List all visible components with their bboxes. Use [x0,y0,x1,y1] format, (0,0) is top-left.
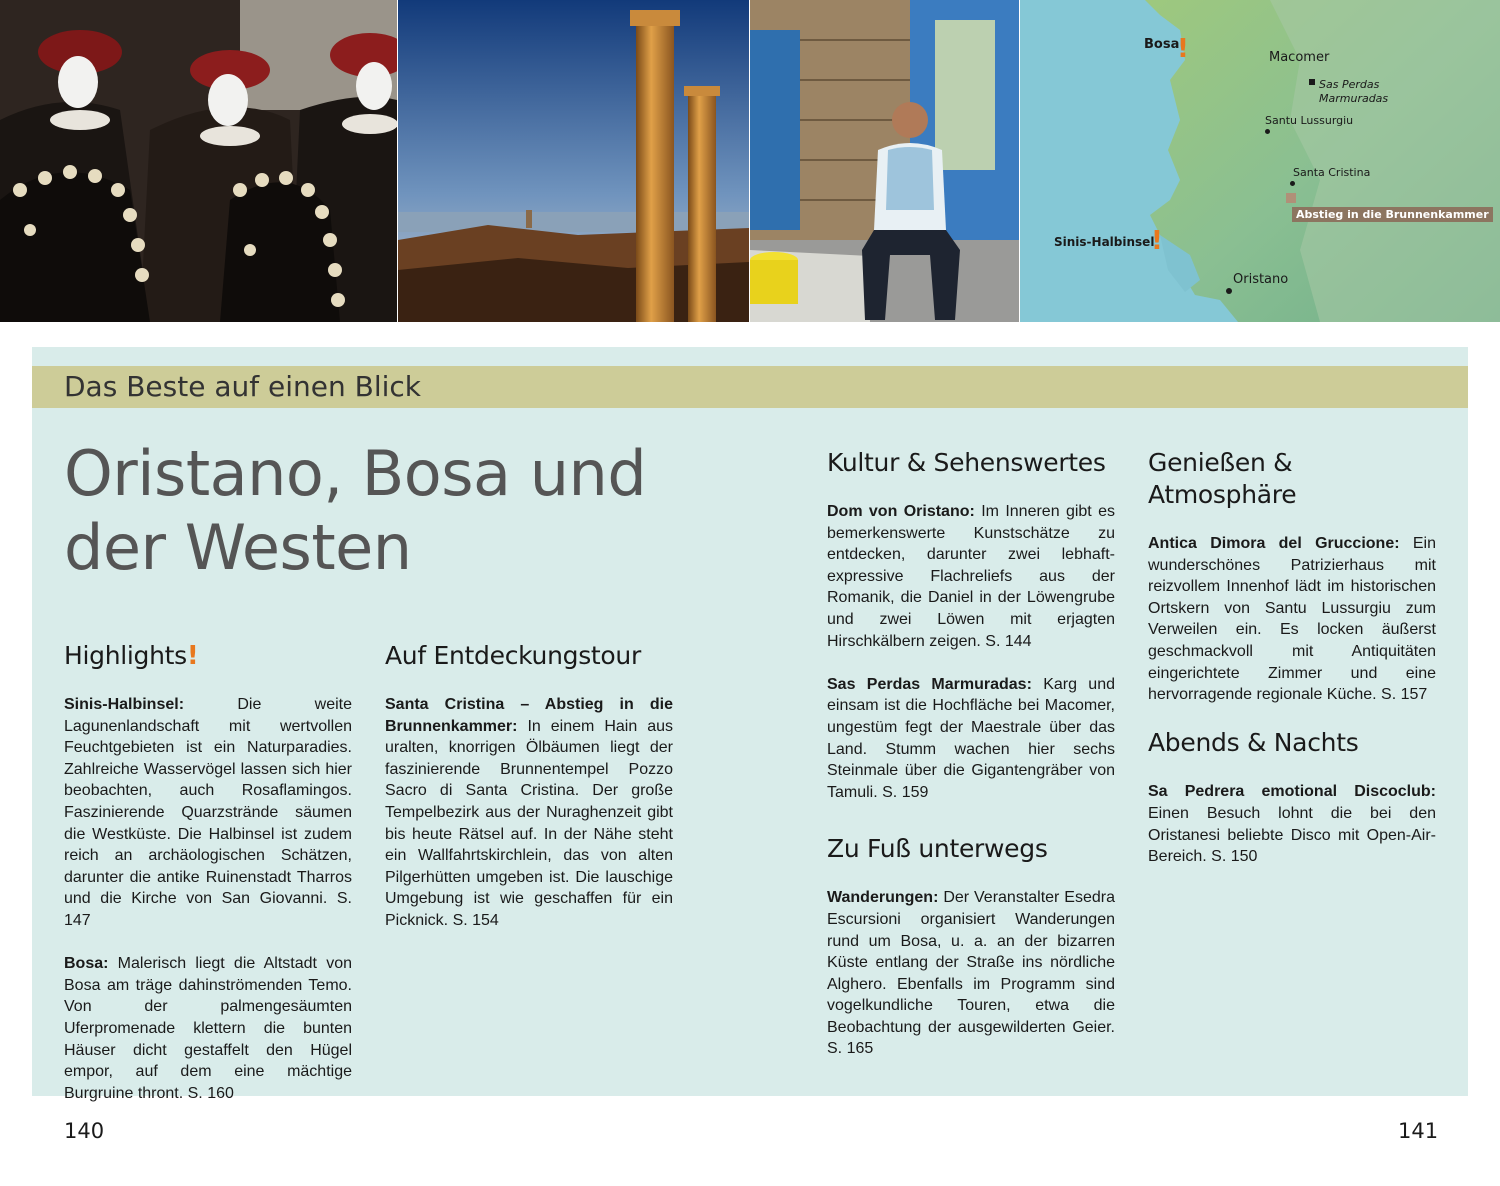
map-tour-marker [1286,193,1296,203]
page-number-right: 141 [1398,1119,1439,1143]
map-label-santu-lussurgiu: Santu Lussurgiu [1265,114,1354,127]
page-title [64,437,704,585]
heading-abends: Abends & Nachts [1148,728,1359,758]
entry-term: Antica Dimora del Gruccione: [1148,535,1400,552]
page-title-line-2: der Westen [64,511,412,584]
entry-text: In einem Hain aus uralten, knorrigen Ölbäumen liegt der faszinierende Brunnentempel Pozzo Sacro di Santa Cristina. Der große Tempelbezirk aus der Nuraghenzeit gibt bis heute Rätsel auf. In der Nähe steht ein Wallfahrtskirchlein, das von alten Pilgerhütten umgeben ist. Die lauschige Umgebung ist wie geschaffen für ein Picknick. S. 154 [385,717,673,929]
entry-term: Sinis-Halbinsel: [64,696,185,713]
map-label-oristano: Oristano [1233,272,1289,287]
map-highlight-marker-sinis: ! [1151,226,1163,256]
entry-text: Einen Besuch lohnt die bei den Oristanesi beliebte Disco mit Open-Air-Bereich. S. 150 [1148,804,1436,866]
map-town-dot [1226,288,1232,294]
map-site-square [1309,79,1315,85]
page-number-left: 140 [64,1119,105,1143]
entry-text: Karg und einsam ist die Hochfläche bei Macomer, ungestüm fegt der Maestrale über das Land. Stumm wachen hier sechs Steinmale über die Gigantengräber von Tamuli. S. 159 [827,675,1115,801]
highlight-exclamation-icon: ! [186,641,199,671]
heading-geniessen: Genießen & Atmosphäre [1148,448,1297,509]
entry-text: Der Veranstalter Esedra Escursioni organisiert Wanderungen rund um Bosa, u. a. an der bizarren Küste entlang der Straße ins nördliche Alghero. Ebenfalls im Programm sind vogelkundliche Touren, etwa die Beobachtung der ausgewilderten Geier. S. 165 [827,889,1115,1058]
heading-kultur: Kultur & Sehenswertes [827,448,1106,477]
band-title: Das Beste auf einen Blick [64,370,421,403]
map-town-dot [1265,129,1270,134]
entry-antica-dimora [1148,533,1436,706]
heading-entdeckungstour: Auf Entdeckungstour [385,641,641,670]
entry-dom-von-oristano [827,501,1115,652]
entry-term: Dom von Oristano: [827,503,975,520]
entry-sa-pedrera [1148,781,1436,867]
entry-term: Sas Perdas Marmuradas: [827,675,1032,693]
relief-map [1020,0,1500,322]
photo-carnival-riders [0,0,397,322]
photo-man-doorway [750,0,1019,322]
map-highlight-marker-bosa: ! [1177,34,1189,64]
entry-text: Malerisch liegt die Altstadt von Bosa am träge dahinströmenden Temo. Von der palmengesäumten Uferpromenade klettern die bunten Häuser dicht gestaffelt den Hügel empor, auf dem eine mächtige Burgruine thront. S. 160 [64,955,352,1102]
map-label-santa-cristina: Santa Cristina [1293,166,1371,179]
entry-term: Sa Pedrera emotional Discoclub: [1148,783,1436,801]
entry-term: Bosa: [64,955,109,973]
heading-zu-fuss: Zu Fuß unterwegs [827,834,1048,864]
column-entdeckungstour [385,640,673,953]
column-kultur [827,447,1115,1082]
entry-sinis-halbinsel [64,694,352,932]
entry-text: Die weite Lagunenlandschaft mit wertvollen Feuchtgebieten ist ein Naturparadies. Zahlreiche Wasservögel lassen sich hier beobachten, auch Rosaflamingos. Faszinierende Quarzstrände säumen die Westküste. Die Halbinsel ist zudem reich an archäologischen Schätzen, darunter die antike Ruinenstadt Tharros und die Kirche von San Giovanni. S. 147 [64,696,352,929]
entry-wanderungen [827,887,1115,1060]
entry-term: Santa Cristina – Abstieg in die Brunnenkammer: [385,696,673,735]
entry-santa-cristina [385,694,673,932]
heading-highlights [64,640,352,672]
entry-term: Wanderungen: [827,889,939,907]
column-highlights [64,640,352,1126]
map-label-abstieg: Abstieg in die Brunnenkammer [1292,207,1493,222]
overview-panel [32,347,1468,1102]
heading-highlights-text: Highlights [64,641,187,670]
photo-strip [0,0,1500,322]
section-band [32,366,1468,408]
entry-sas-perdas-marmuradas [827,674,1115,804]
map-label-bosa: Bosa [1144,37,1180,52]
map-label-sas-perdas-2: Marmuradas [1319,92,1389,105]
entry-text: Im Inneren gibt es bemerkenswerte Kunstschätze zu entdecken, darunter zwei lebhaft-expressive Flachreliefs aus der Romanik, die Daniel in der Löwengrube und zwei Löwen mit erjagten Hirschkälbern zeigen. S. 144 [827,503,1116,650]
photo-tharros-columns [398,0,749,322]
map-town-dot [1290,181,1295,186]
page-title-line-1: Oristano, Bosa und [64,437,647,510]
entry-text: Ein wunderschönes Patrizierhaus mit reizvollem Innenhof lädt im historischen Ortskern von Santu Lussurgiu zum Verweilen ein. Es locken äußerst geschmackvoll mit Antiquitäten eingerichtete Zimmer und eine hervorragende regionale Küche. S. 157 [1148,535,1437,704]
entry-bosa [64,953,352,1104]
map-label-sas-perdas-1: Sas Perdas [1319,78,1380,91]
map-label-macomer: Macomer [1269,50,1330,65]
map-label-sinis: Sinis-Halbinsel [1054,235,1155,249]
column-geniessen [1148,447,1436,889]
